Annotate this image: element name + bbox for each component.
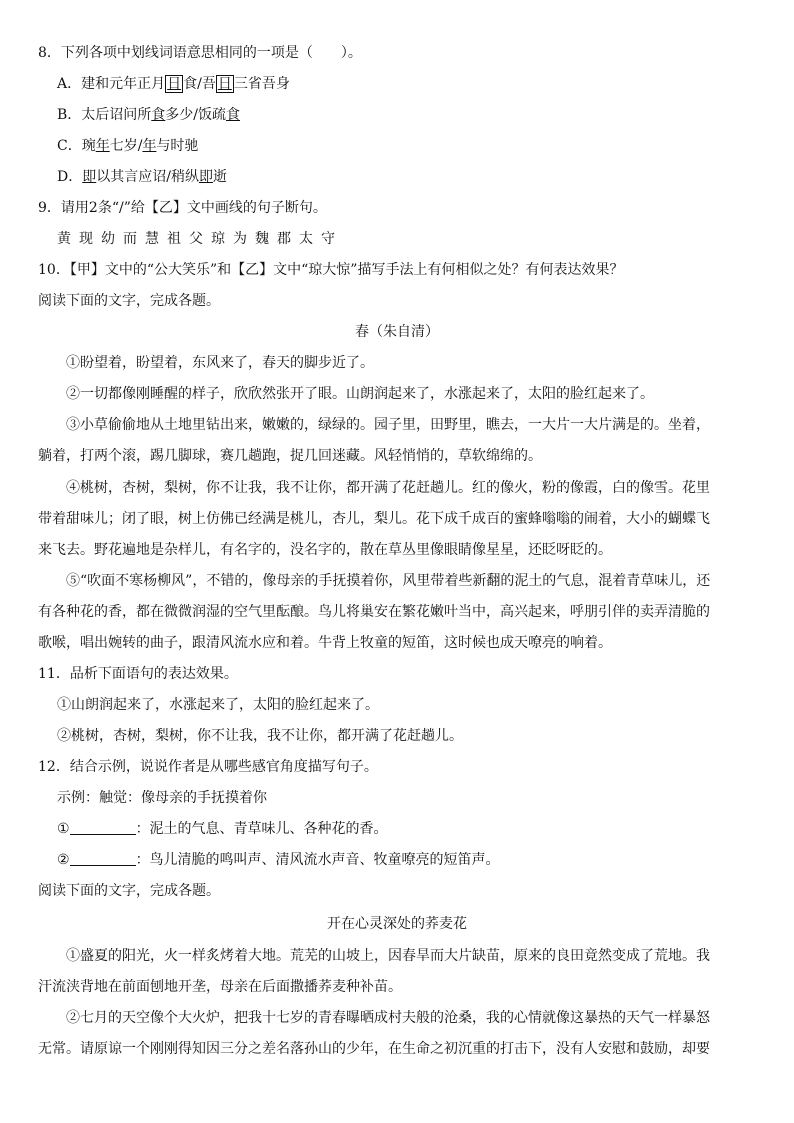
paragraph-cont: 躺着，打两个滚，踢几脚球，赛几趟跑，捉几回迷藏。风轻悄悄的，草软绵绵的。 (38, 448, 542, 464)
q12-stem: 12．结合示例，说说作者是从哪些感官角度描写句子。 (38, 759, 378, 775)
paragraph-cont: 有各种花的香，都在微微润湿的空气里酝酿。鸟儿将巢安在繁花嫩叶当中，高兴起来，呼朋引伴的卖弄清脆的 (38, 604, 710, 620)
q8-stem: 8．下列各项中划线词语意思相同的一项是（ ）。 (38, 45, 362, 61)
underlined-word: 年 (95, 138, 110, 154)
q12-example: 示例：触觉：像母亲的手抚摸着你 (57, 790, 267, 806)
paragraph-cont: 带着甜味儿；闭了眼，树上仿佛已经满是桃儿，杏儿，梨儿。花下成千成百的蜜蜂嗡嗡的闹着，大小的蝴蝶飞 (38, 511, 710, 527)
paragraph: ③小草偷偷地从土地里钻出来，嫩嫩的，绿绿的。园子里，田野里，瞧去，一大片一大片满是的。坐着， (66, 417, 710, 433)
paragraph: ④桃树，杏树，梨树，你不让我，我不让你，都开满了花赶趟儿。红的像火，粉的像霞，白的像雪。花里 (66, 480, 710, 496)
q8-option-d: D．即以其言应诏/稍纵即逝 (57, 169, 227, 185)
answer-blank[interactable] (70, 820, 136, 835)
q9-stem: 9．请用2条“/”给【乙】文中画线的句子断句。 (38, 200, 327, 216)
q8-option-a: A．建和元年正月 日 食/吾 日 三省吾身 (57, 76, 290, 92)
paragraph: ①盼望着，盼望着，东风来了，春天的脚步近了。 (66, 355, 374, 371)
q8-option-c: C．琬年七岁/年与时驰 (57, 138, 199, 154)
paragraph: ①盛夏的阳光，火一样炙烤着大地。荒芜的山坡上，因春旱而大片缺苗，原来的良田竟然变成了荒地。我 (66, 948, 710, 964)
q10-stem: 10．【甲】文中的“公大笑乐”和【乙】文中“琼大惊”描写手法上有何相似之处？有何表达效果？ (38, 262, 624, 278)
passage-title: 春（朱自清） (355, 324, 439, 340)
q11-sentence-2: ②桃树，杏树，梨树，你不让我，我不让你，都开满了花赶趟儿。 (57, 728, 463, 744)
underlined-word: 食 (226, 107, 241, 123)
answer-blank[interactable] (70, 851, 136, 866)
paragraph-cont: 来飞去。野花遍地是杂样儿，有名字的，没名字的，散在草丛里像眼睛像星星，还眨呀眨的。 (38, 542, 612, 558)
paragraph-cont: 无常。请原谅一个刚刚得知因三分之差名落孙山的少年，在生命之初沉重的打击下，没有人安慰和鼓励，却要 (38, 1041, 710, 1057)
paragraph-cont: 汗流浃背地在前面刨地开垄，母亲在后面撒播荞麦种补苗。 (38, 979, 402, 995)
underlined-word: 日 (217, 76, 232, 92)
paragraph: ⑤“吹面不寒杨柳风”，不错的，像母亲的手抚摸着你，风里带着些新翻的泥土的气息，混着青草味儿，还 (66, 573, 711, 589)
paragraph: ②一切都像刚睡醒的样子，欣欣然张开了眼。山朗润起来了，水涨起来了，太阳的脸红起来了。 (66, 386, 654, 402)
underlined-word: 年 (142, 138, 157, 154)
q11-sentence-1: ①山朗润起来了，水涨起来了，太阳的脸红起来了。 (57, 697, 379, 713)
underlined-word: 日 (167, 76, 182, 92)
q11-stem: 11．品析下面语句的表达效果。 (38, 666, 238, 682)
underlined-word: 食 (151, 107, 166, 123)
q12-item-1: ① ：泥土的气息、青草味儿、各种花的香。 (57, 821, 388, 837)
underlined-word: 即 (82, 169, 97, 185)
paragraph: ②七月的天空像个大火炉，把我十七岁的青春曝晒成村夫般的沧桑，我的心情就像这暴热的天气一样暴怒 (66, 1010, 710, 1026)
passage-title: 开在心灵深处的荞麦花 (327, 916, 467, 932)
q12-item-2: ② ：鸟儿清脆的鸣叫声、清风流水声音、牧童嘹亮的短笛声。 (57, 852, 500, 868)
q9-sentence: 黄现幼而慧祖父琼为魏郡太守 (57, 231, 343, 247)
underlined-word: 即 (198, 169, 213, 185)
reading-intro: 阅读下面的文字，完成各题。 (38, 883, 220, 899)
q8-option-b: B．太后诏问所食多少/饭疏食 (57, 107, 241, 123)
reading-intro: 阅读下面的文字，完成各题。 (38, 293, 220, 309)
paragraph-cont: 歌喉，唱出婉转的曲子，跟清风流水应和着。牛背上牧童的短笛，这时候也成天嘹亮的响着。 (38, 635, 612, 651)
